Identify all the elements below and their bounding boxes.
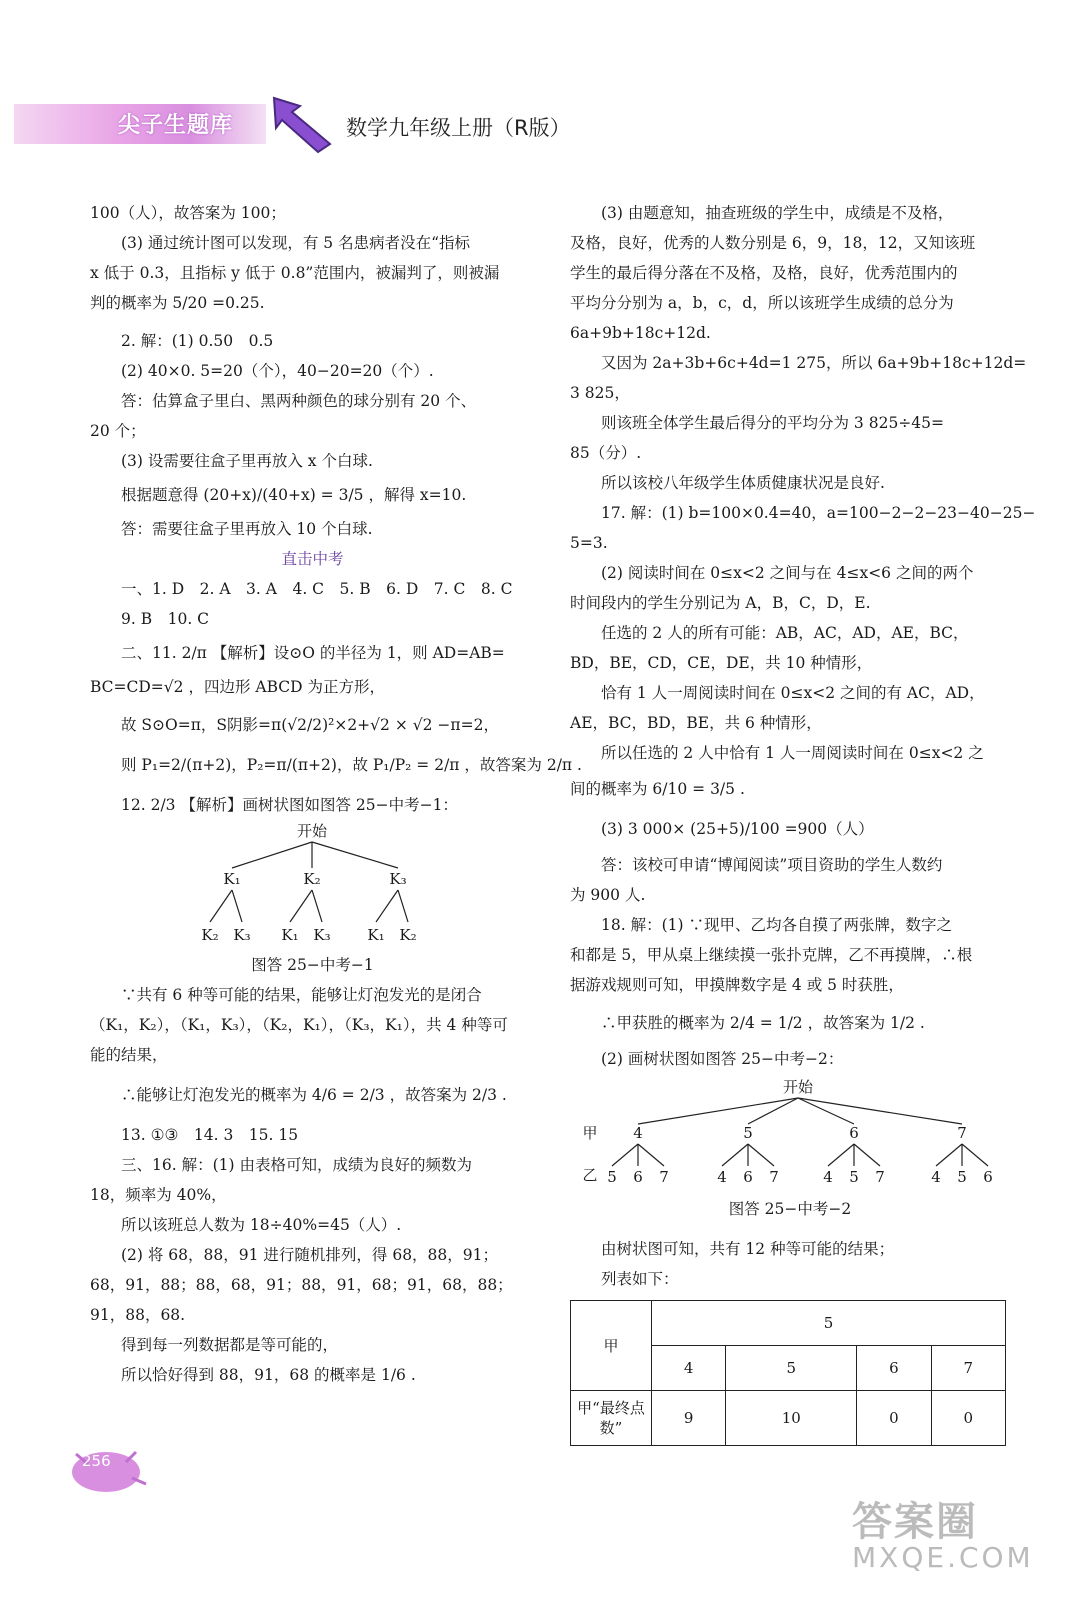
tree-node: 6 xyxy=(743,1168,753,1186)
table-col: 7 xyxy=(931,1346,1005,1391)
text-line: 间的概率为 6/10 = 3/5 . xyxy=(570,780,745,798)
tree-edge xyxy=(232,842,312,868)
watermark-title: 答案圈 xyxy=(852,1499,978,1545)
text-line: 得到每一列数据都是等可能的， xyxy=(121,1336,339,1354)
tree-node: K₁ xyxy=(367,926,385,944)
text-line: ∴甲获胜的概率为 2/4 = 1/2 ，故答案为 1/2 . xyxy=(601,1014,925,1032)
table-head-value: 5 xyxy=(652,1301,1006,1346)
tree-node: 6 xyxy=(983,1168,993,1186)
watermark xyxy=(852,1490,1034,1574)
tree-row-label: 甲 xyxy=(582,1124,598,1142)
tree-edge xyxy=(312,890,322,922)
text-line: 则该班全体学生最后得分的平均分为 3 825÷45= xyxy=(601,414,944,432)
text-line: 任选的 2 人的所有可能：AB，AC，AD，AE，BC， xyxy=(601,624,969,642)
text-line: (2) 画树状图如图答 25−中考−2： xyxy=(601,1050,844,1068)
tree-edge xyxy=(398,890,408,922)
text-line: (3) 通过统计图可以发现，有 5 名患病者没在“指标 xyxy=(121,234,471,252)
tree-edge xyxy=(722,1144,748,1166)
tree-edge xyxy=(748,1144,774,1166)
text-line: 所以该校八年级学生体质健康状况是良好. xyxy=(601,474,885,492)
text-line: 9. B 10. C xyxy=(121,610,210,628)
tree-node: K₂ xyxy=(201,926,219,944)
tree-node: 4 xyxy=(717,1168,727,1186)
arrow-icon xyxy=(268,96,338,156)
table-col: 6 xyxy=(857,1346,931,1391)
text-line: 答：需要往盒子里再放入 10 个白球. xyxy=(121,520,373,538)
text-line: BC=CD=√2 ，四边形 ABCD 为正方形， xyxy=(90,678,385,696)
tree-node: 5 xyxy=(957,1168,967,1186)
tree-node: 5 xyxy=(607,1168,617,1186)
tree-row-label: 乙 xyxy=(582,1166,598,1184)
text-line: 91，88，68. xyxy=(90,1306,186,1324)
text-line: 恰有 1 人一周阅读时间在 0≤x<2 之间的有 AC，AD， xyxy=(601,684,985,702)
text-line: 85（分）. xyxy=(570,444,642,462)
text-line: 平均分分别为 a，b，c，d，所以该班学生成绩的总分为 xyxy=(570,294,954,312)
text-line: 68，91，88；88，68，91；88，91，68；91，68，88； xyxy=(90,1276,513,1294)
text-line: 所以恰好得到 88，91，68 的概率是 1/6 . xyxy=(121,1366,416,1384)
tree-edge xyxy=(854,1144,880,1166)
tree-edge xyxy=(232,890,242,922)
text-line: 答：估算盒子里白、黑两种颜色的球分别有 20 个、 xyxy=(121,392,477,410)
tree-node: K₁ xyxy=(223,870,241,888)
table-cell: 9 xyxy=(652,1391,726,1446)
tree-node: 4 xyxy=(823,1168,833,1186)
tree-edge xyxy=(312,842,398,868)
text-line: (3) 设需要往盒子里再放入 x 个白球. xyxy=(121,452,373,470)
tree-node: 7 xyxy=(659,1168,669,1186)
text-line: 和都是 5，甲从桌上继续摸一张扑克牌，乙不再摸牌，∴根 xyxy=(570,946,973,964)
tree-edge xyxy=(962,1144,988,1166)
text-line: BD，BE，CD，CE，DE，共 10 种情形， xyxy=(570,654,873,672)
tree-node: K₂ xyxy=(303,870,321,888)
section-title: 直击中考 xyxy=(281,550,344,568)
tree-diagram-2 xyxy=(570,1074,1010,1194)
watermark-url: MXQE.COM xyxy=(852,1541,1034,1574)
text-line: x 低于 0.3，且指标 y 低于 0.8”范围内，被漏判了，则被漏 xyxy=(90,264,500,282)
text-line: 6a+9b+18c+12d. xyxy=(570,324,711,342)
table-head-label: 甲 xyxy=(571,1301,652,1391)
tree-edge xyxy=(376,890,398,922)
tree-root: 开始 xyxy=(782,1078,814,1096)
tree-edge xyxy=(828,1144,854,1166)
text-line: (3) 由题意知，抽查班级的学生中，成绩是不及格， xyxy=(601,204,954,222)
text-line: 能的结果， xyxy=(90,1046,168,1064)
text-line: 故 S⊙O=π，S阴影=π(√2/2)²×2+√2 × √2 −π=2， xyxy=(121,716,499,734)
tree-root: 开始 xyxy=(296,822,328,840)
page-number-badge xyxy=(66,1440,166,1500)
text-line: 根据题意得 (20+x)/(40+x) = 3/5 ，解得 x=10. xyxy=(121,486,467,504)
tree-node: K₃ xyxy=(233,926,251,944)
text-line: 学生的最后得分落在不及格，及格，良好，优秀范围内的 xyxy=(570,264,958,282)
tree-node: K₃ xyxy=(389,870,407,888)
text-line: 13. ①③ 14. 3 15. 15 xyxy=(121,1126,299,1144)
text-line: 由树状图可知，共有 12 种等可能的结果； xyxy=(601,1240,895,1258)
text-line: (2) 将 68，88，91 进行随机排列，得 68，88，91； xyxy=(121,1246,499,1264)
tree-node: 4 xyxy=(633,1124,643,1142)
table-cell: 0 xyxy=(857,1391,931,1446)
text-line: 18. 解：(1) ∵现甲、乙均各自摸了两张牌，数字之 xyxy=(601,916,952,934)
text-line: 17. 解：(1) b=100×0.4=40，a=100−2−2−23−40−25− xyxy=(601,504,1036,522)
text-line: (2) 40×0. 5=20（个），40−20=20（个）. xyxy=(121,362,434,380)
text-line: 所以该班总人数为 18÷40%=45（人）. xyxy=(121,1216,402,1234)
text-line: ∴能够让灯泡发光的概率为 4/6 = 2/3 ，故答案为 2/3 . xyxy=(121,1086,507,1104)
page-header xyxy=(0,96,1076,160)
table-cell: 0 xyxy=(931,1391,1005,1446)
tree-edge xyxy=(936,1144,962,1166)
tree-node: 7 xyxy=(769,1168,779,1186)
figure-caption: 图答 25−中考−1 xyxy=(251,956,374,974)
text-line: 所以任选的 2 人中恰有 1 人一周阅读时间在 0≤x<2 之 xyxy=(601,744,984,762)
result-table xyxy=(570,1300,1006,1446)
left-column xyxy=(90,198,582,1390)
right-column xyxy=(570,198,1036,1446)
tree-node: 5 xyxy=(849,1168,859,1186)
text-line: 为 900 人. xyxy=(570,886,646,904)
text-line: 列表如下： xyxy=(601,1270,679,1288)
text-line: 据游戏规则可知，甲摸牌数字是 4 或 5 时获胜， xyxy=(570,976,904,994)
text-line: 100（人），故答案为 100； xyxy=(90,204,286,222)
table-row-label: 甲“最终点数” xyxy=(571,1391,652,1446)
tree-node: 7 xyxy=(957,1124,967,1142)
tree-edge xyxy=(798,1098,962,1124)
tree-edge xyxy=(290,890,312,922)
tree-node: 5 xyxy=(743,1124,753,1142)
tree-node: 7 xyxy=(875,1168,885,1186)
table-cell: 10 xyxy=(726,1391,857,1446)
text-line: 3 825， xyxy=(570,384,630,402)
tree-node: K₁ xyxy=(281,926,299,944)
text-line: 一、1. D 2. A 3. A 4. C 5. B 6. D 7. C 8. C xyxy=(121,580,513,598)
text-line: （K₁，K₂），（K₁，K₃），（K₂，K₁），（K₃，K₁），共 4 种等可 xyxy=(90,1016,508,1034)
tree-node: K₂ xyxy=(399,926,417,944)
text-line: 18，频率为 40%， xyxy=(90,1186,227,1204)
table-col: 5 xyxy=(726,1346,857,1391)
text-line: ∵共有 6 种等可能的结果，能够让灯泡发光的是闭合 xyxy=(121,986,482,1004)
text-line: 二、11. 2/π 【解析】设⊙O 的半径为 1，则 AD=AB= xyxy=(121,644,505,662)
text-line: 答：该校可申请“博闻阅读”项目资助的学生人数约 xyxy=(601,856,943,874)
text-line: 又因为 2a+3b+6c+4d=1 275，所以 6a+9b+18c+12d= xyxy=(601,354,1027,372)
tree-node: K₃ xyxy=(313,926,331,944)
page-number: 256 xyxy=(82,1452,111,1470)
text-line: 12. 2/3 【解析】画树状图如图答 25−中考−1： xyxy=(121,796,458,814)
tree-edge xyxy=(612,1144,638,1166)
tree-edge xyxy=(210,890,232,922)
tree-node: 4 xyxy=(931,1168,941,1186)
text-line: 时间段内的学生分别记为 A，B，C，D，E. xyxy=(570,594,871,612)
text-line: 判的概率为 5/20 =0.25. xyxy=(90,294,265,312)
book-title: 数学九年级上册（R版） xyxy=(346,116,571,140)
tree-node: 6 xyxy=(633,1168,643,1186)
tree-edge xyxy=(638,1144,664,1166)
text-line: (2) 阅读时间在 0≤x<2 之间与在 4≤x<6 之间的两个 xyxy=(601,564,974,582)
text-line: 及格，良好，优秀的人数分别是 6，9，18，12，又知该班 xyxy=(570,234,976,252)
text-line: 则 P₁=2/(π+2)，P₂=π/(π+2)，故 P₁/P₂ = 2/π ，故答案为 2/π . xyxy=(121,756,582,774)
tree-diagram-1 xyxy=(90,820,535,950)
text-line: (3) 3 000× (25+5)/100 =900（人） xyxy=(601,820,874,838)
text-line: 5=3. xyxy=(570,534,608,552)
tree-node: 6 xyxy=(849,1124,859,1142)
text-line: 2. 解：(1) 0.50 0.5 xyxy=(121,332,274,350)
brand-logo: 尖子生题库 xyxy=(118,113,234,138)
text-line: 三、16. 解：(1) 由表格可知，成绩为良好的频数为 xyxy=(121,1156,472,1174)
figure-caption: 图答 25−中考−2 xyxy=(728,1200,852,1218)
text-line: 20 个； xyxy=(90,422,146,440)
table-col: 4 xyxy=(652,1346,726,1391)
text-line: AE，BC，BD，BE，共 6 种情形， xyxy=(570,714,822,732)
